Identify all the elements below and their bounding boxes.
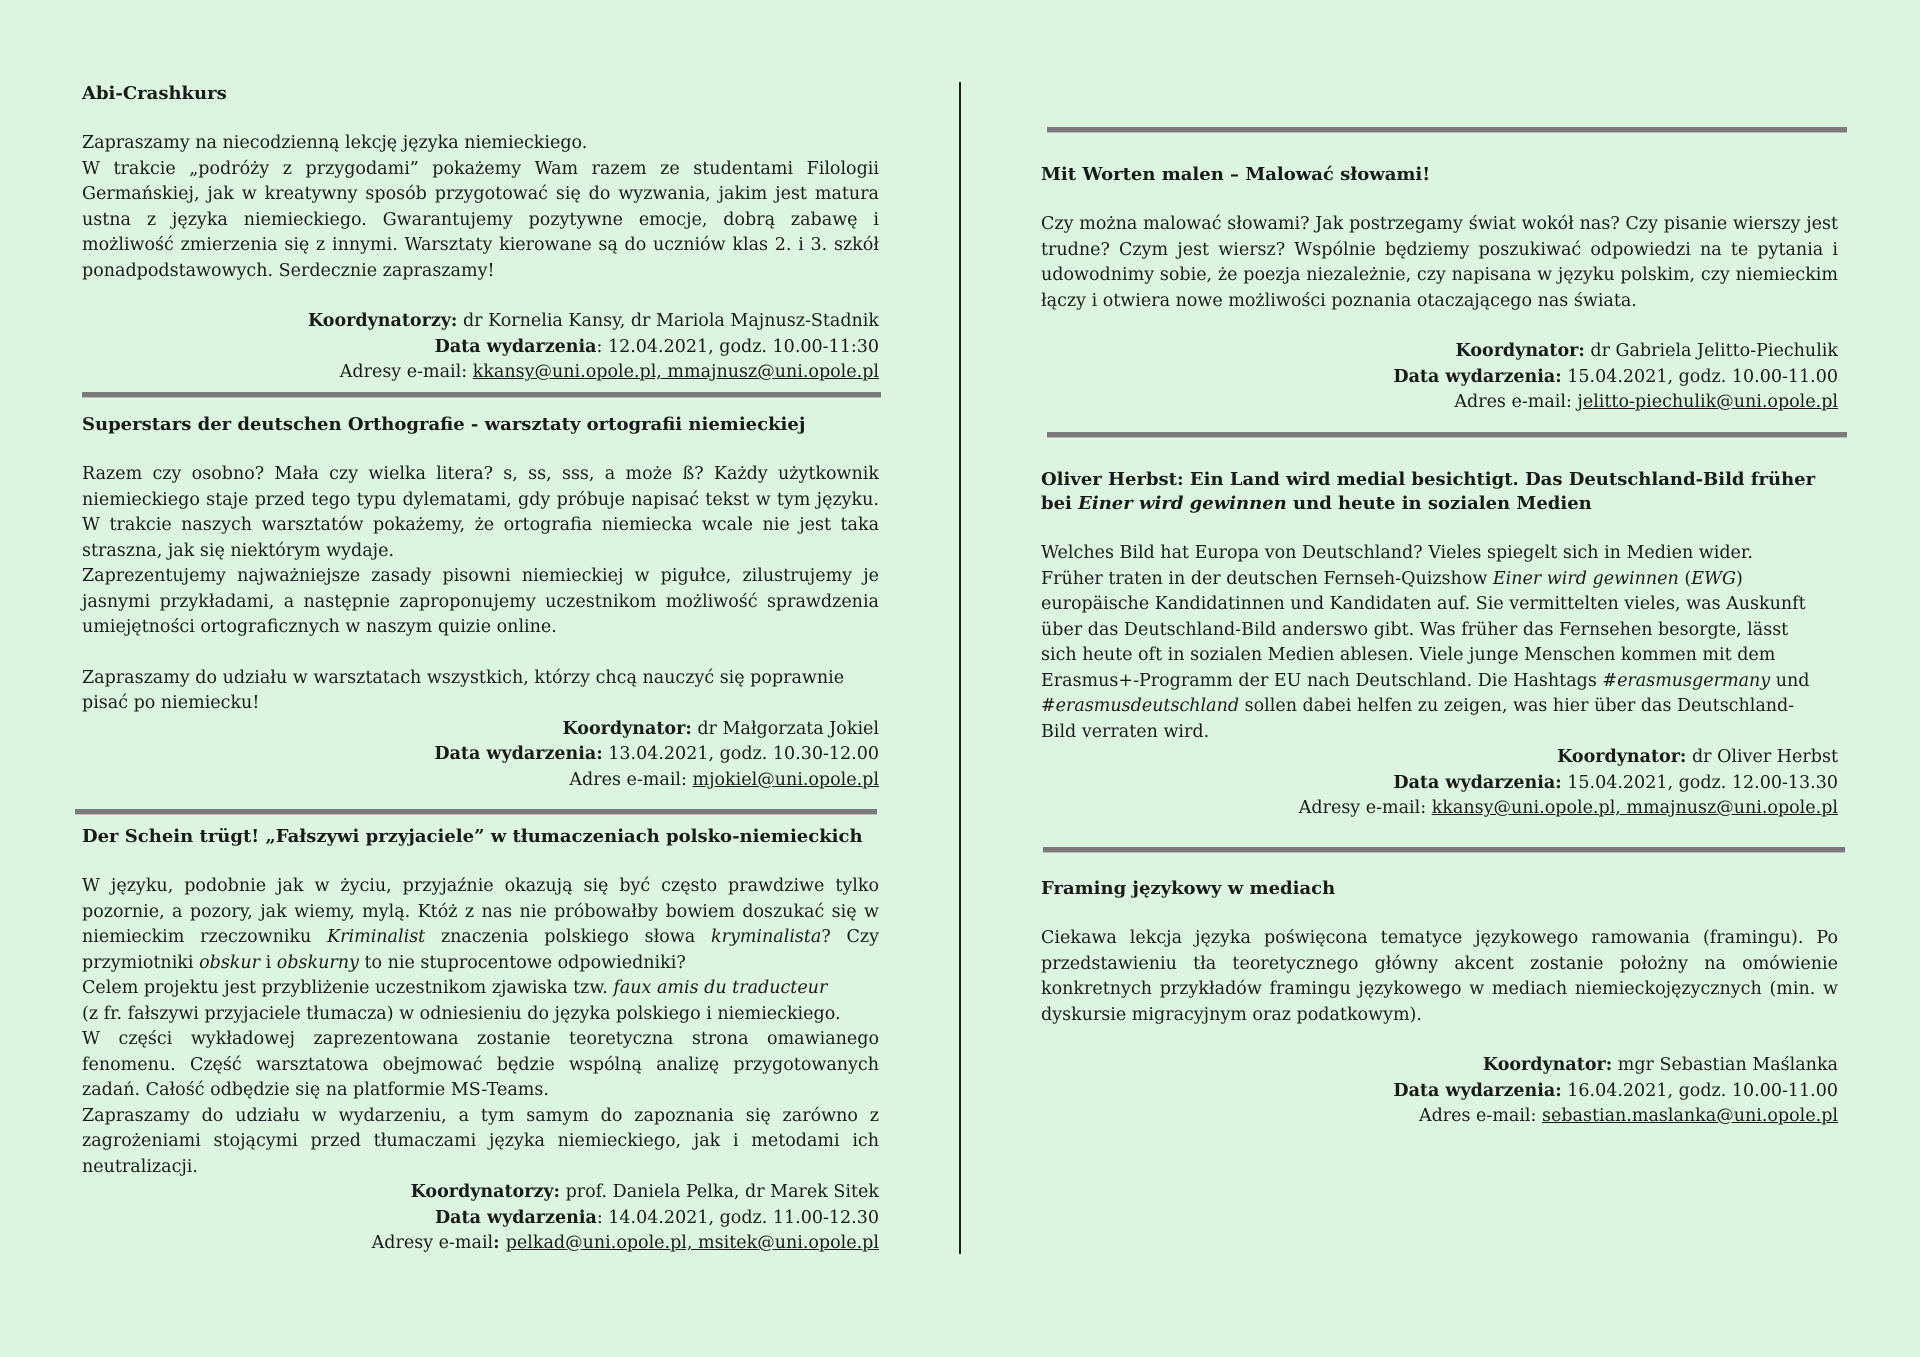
date-line: Data wydarzenia: 13.04.2021, godz. 10.30-12.00 xyxy=(434,744,879,764)
date-line: Data wydarzenia: 12.04.2021, godz. 10.00-11:30 xyxy=(434,336,879,357)
email-link[interactable]: mjokiel@uni.opole.pl xyxy=(692,769,879,790)
paragraph: Czy można malować słowami? Jak postrzegamy świat wokół nas? Czy pisanie wierszy jest trudne? Czym jest wiersz? Wspólnie będziemy poszukiwać odpowiedzi na te pytania i udowodnimy sobie, że poezja niezależnie, czy napisana w języku polskim, czy niemieckim łączy i otwiera nowe możliwości poznania otaczającego nas świata. xyxy=(1041,214,1838,311)
paragraph: W części wykładowej zaprezentowana zostanie teoretyczna strona omawianego fenomenu. Część warsztatowa obejmować będzie wspólną analizę przygotowanych zadań. Całość odbędzie się na platformie MS-Teams. xyxy=(82,1029,879,1100)
paragraph: (z fr. fałszywi przyjaciele tłumacza) w odniesieniu do języka polskiego i niemieckiego. xyxy=(82,1003,841,1024)
section-falsche-freunde xyxy=(82,825,879,1257)
section-separator xyxy=(1047,432,1847,438)
section-separator xyxy=(1043,847,1845,853)
section-title: Oliver Herbst: Ein Land wird medial besichtigt. Das Deutschland-Bild früher bei Einer wird gewinnen und heute in sozialen Medien xyxy=(1041,469,1816,514)
section-orthografie xyxy=(82,413,879,793)
date-line: Data wydarzenia: 14.04.2021, godz. 11.00-12.30 xyxy=(434,1207,879,1228)
column-divider xyxy=(959,82,961,1254)
section-framing xyxy=(1041,877,1838,1130)
section-separator xyxy=(1047,127,1847,133)
coordinator-line: Koordynator: dr Gabriela Jelitto-Piechulik xyxy=(1455,341,1838,361)
paragraph: Ciekawa lekcja języka poświęcona tematyce językowego ramowania (framingu). Po przedstawieniu tła teoretycznego główny akcent zostanie położny na omówienie konkretnych przykładów framingu językowego w mediach niemieckojęzycznych (min. w dyskursie migracyjnym oraz podatkowym). xyxy=(1041,928,1838,1025)
paragraph: Razem czy osobno? Mała czy wielka litera? s, ss, sss, a może ß? Każdy użytkownik niemieckiego staje przed tego typu dylematami, gdy próbuje napisać tekst w tym języku. W trakcie naszych warsztatów pokażemy, że ortografia niemiecka wcale nie jest taka straszna, jak się niektórym wydaje. xyxy=(82,464,879,561)
section-title: Mit Worten malen – Malować słowami! xyxy=(1041,164,1431,185)
paragraph: Celem projektu jest przybliżenie uczestnikom zjawiska tzw. faux amis du traducteur xyxy=(82,978,828,998)
paragraph: Zapraszamy na niecodzienną lekcję języka niemieckiego. xyxy=(82,133,588,153)
email-line: Adres e-mail: sebastian.maslanka@uni.opole.pl xyxy=(1418,1106,1838,1126)
paragraph-line: Früher traten in der deutschen Fernseh-Quizshow Einer wird gewinnen (EWG) xyxy=(1041,568,1743,589)
coordinator-line: Koordynatorzy: dr Kornelia Kansy, dr Mariola Majnusz-Stadnik xyxy=(307,311,879,331)
section-title: Framing językowy w mediach xyxy=(1041,878,1336,899)
paragraph-line: Welches Bild hat Europa von Deutschland? Vieles spiegelt sich in Medien wider. xyxy=(1041,543,1753,563)
coordinator-line: Koordynatorzy: prof. Daniela Pelka, dr Marek Sitek xyxy=(410,1182,879,1202)
paragraph: Zaprezentujemy najważniejsze zasady pisowni niemieckiej w pigułce, zilustrujemy je jasnymi przykładami, a następnie zaproponujemy uczestnikom możliwość sprawdzenia umiejętności ortograficznych w naszym quizie online. xyxy=(82,566,879,637)
section-title: Der Schein trügt! „Fałszywi przyjaciele” w tłumaczeniach polsko-niemieckich xyxy=(82,826,863,847)
section-mit-worten-malen xyxy=(1041,163,1838,416)
paragraph-line: #erasmusdeutschland sollen dabei helfen zu zeigen, was hier über das Deutschland- xyxy=(1041,696,1795,716)
paragraph: W języku, podobnie jak w życiu, przyjaźnie okazują się być często prawdziwe tylko pozornie, a pozory, jak wiemy, mylą. Któż z nas nie próbowałby bowiem doszukać się w niemieckim rzeczowniku Kriminalist znaczenia polskiego słowa kryminalista? Czy przymiotniki obskur i obskurny to nie stuprocentowe odpowiedniki? xyxy=(82,876,879,973)
paragraph-line: europäische Kandidatinnen und Kandidaten auf. Sie vermittelten vieles, was Auskunft xyxy=(1041,594,1806,614)
coordinator-line: Koordynator: dr Małgorzata Jokiel xyxy=(562,718,879,739)
section-title: Abi-Crashkurs xyxy=(82,83,227,104)
section-separator xyxy=(82,392,881,398)
paragraph-line: über das Deutschland-Bild anderswo gibt. Was früher das Fernsehen besorgte, lässt xyxy=(1041,619,1789,640)
coordinator-line: Koordynator: dr Oliver Herbst xyxy=(1557,747,1838,767)
paragraph-line: sich heute oft in sozialen Medien ablesen. Viele junge Menschen kommen mit dem xyxy=(1041,645,1776,665)
email-link[interactable]: jelitto-piechulik@uni.opole.pl xyxy=(1577,392,1838,412)
section-oliver-herbst xyxy=(1041,468,1838,822)
email-line: Adres e-mail: mjokiel@uni.opole.pl xyxy=(569,769,879,790)
paragraph: W trakcie „podróży z przygodami” pokażemy Wam razem ze studentami Filologii Germańskiej, jak w kreatywny sposób przygotować się do wyzwania, jakim jest matura ustna z języka niemieckiego. Gwarantujemy pozytywne emocje, dobrą zabawę i możliwość zmierzenia się z innymi. Warsztaty kierowane są do uczniów klas 2. i 3. szkół ponadpodstawowych. Serdecznie zapraszamy! xyxy=(82,158,879,281)
paragraph: Zapraszamy do udziału w warsztatach wszystkich, którzy chcą nauczyć się poprawnie pisać po niemiecku! xyxy=(82,667,845,713)
email-link[interactable]: kkansy@uni.opole.pl, mmajnusz@uni.opole.pl xyxy=(1431,798,1838,818)
date-line: Data wydarzenia: 15.04.2021, godz. 12.00-13.30 xyxy=(1393,772,1838,793)
email-line: Adresy e-mail: kkansy@uni.opole.pl, mmajnusz@uni.opole.pl xyxy=(1298,798,1838,818)
paragraph: Zapraszamy do udziału w wydarzeniu, a tym samym do zapoznania się zarówno z zagrożeniami stojącymi przed tłumaczami języka niemieckiego, jak i metodami ich neutralizacji. xyxy=(82,1105,879,1177)
coordinator-line: Koordynator: mgr Sebastian Maślanka xyxy=(1482,1055,1838,1075)
email-link[interactable]: kkansy@uni.opole.pl, mmajnusz@uni.opole.pl xyxy=(472,362,879,382)
email-line: Adresy e-mail: pelkad@uni.opole.pl, msitek@uni.opole.pl xyxy=(371,1233,879,1253)
section-title: Superstars der deutschen Orthografie - warsztaty ortografii niemieckiej xyxy=(82,414,806,435)
email-line: Adresy e-mail: kkansy@uni.opole.pl, mmajnusz@uni.opole.pl xyxy=(339,362,879,382)
email-link[interactable]: sebastian.maslanka@uni.opole.pl xyxy=(1542,1106,1838,1126)
email-line: Adres e-mail: jelitto-piechulik@uni.opole.pl xyxy=(1454,392,1838,412)
section-separator xyxy=(75,809,877,815)
paragraph-line: Erasmus+-Programm der EU nach Deutschland. Die Hashtags #erasmusgermany und xyxy=(1041,670,1810,691)
date-line: Data wydarzenia: 16.04.2021, godz. 10.00-11.00 xyxy=(1393,1080,1838,1101)
email-link[interactable]: pelkad@uni.opole.pl, msitek@uni.opole.pl xyxy=(505,1233,879,1253)
date-line: Data wydarzenia: 15.04.2021, godz. 10.00-11.00 xyxy=(1393,366,1838,387)
paragraph-line: Bild verraten wird. xyxy=(1041,721,1210,742)
section-abi-crashkurs xyxy=(82,82,879,386)
